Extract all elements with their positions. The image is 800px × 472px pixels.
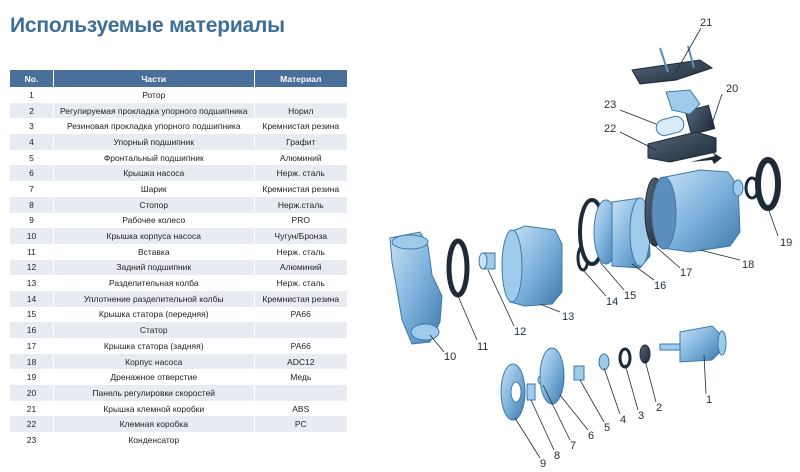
table-row	[10, 432, 347, 448]
cell-no: 16	[10, 322, 53, 338]
cell-part: Шарик	[53, 181, 254, 197]
part-13-separation-can	[502, 226, 562, 306]
callout-label-23: 23	[604, 99, 617, 111]
callout-label-13: 13	[562, 311, 575, 323]
callout-label-3: 3	[638, 410, 645, 422]
cell-material: Кремнистая резина	[254, 181, 347, 197]
exploded-pump-diagram	[360, 0, 800, 472]
header-material: Материал	[254, 70, 347, 87]
cell-no: 5	[10, 150, 53, 166]
cell-material: Кремнистая резина	[254, 291, 347, 307]
part-4-thrust-bearing	[599, 354, 609, 370]
cell-material	[254, 322, 347, 338]
table-row	[10, 244, 347, 260]
cell-part: Статор	[53, 322, 254, 338]
cell-material: Графит	[254, 134, 347, 150]
cell-no: 3	[10, 118, 53, 134]
cell-part: Корпус насоса	[53, 354, 254, 370]
callout-label-11: 11	[477, 341, 489, 353]
cell-no: 13	[10, 275, 53, 291]
cell-part: Разделительная колба	[53, 275, 254, 291]
cell-no: 8	[10, 197, 53, 213]
cell-part: Крышка статора (задняя)	[53, 338, 254, 354]
cell-no: 18	[10, 354, 53, 370]
table-row	[10, 103, 347, 119]
table-row	[10, 275, 347, 291]
cell-material: Нерж. сталь	[254, 165, 347, 181]
cell-no: 20	[10, 385, 53, 401]
cell-material	[254, 432, 347, 448]
callout-label-7: 7	[570, 440, 577, 452]
cell-part: Дренажное отверстие	[53, 369, 254, 385]
cell-no: 6	[10, 165, 53, 181]
cell-material: Нерж. сталь	[254, 275, 347, 291]
cell-material: Нерж. сталь	[254, 244, 347, 260]
cell-part: Фронтальный подшипник	[53, 150, 254, 166]
header-part: Части	[53, 70, 254, 87]
cell-material	[254, 385, 347, 401]
cell-material: Медь	[254, 369, 347, 385]
callout-label-10: 10	[444, 351, 457, 363]
cell-no: 2	[10, 103, 53, 119]
table-row	[10, 369, 347, 385]
table-row	[10, 150, 347, 166]
table-row	[10, 165, 347, 181]
cell-material: ABS	[254, 401, 347, 417]
cell-part: Регулируемая прокладка упорного подшипника	[53, 103, 254, 119]
cell-part: Задний подшипник	[53, 260, 254, 276]
callout-label-15: 15	[624, 290, 637, 302]
cell-part: Крышка клемной коробки	[53, 401, 254, 417]
callout-label-5: 5	[604, 422, 611, 434]
cell-part: Конденсатор	[53, 432, 254, 448]
page-title: Используемые материалы	[10, 14, 285, 37]
cell-part: Крышка насоса	[53, 165, 254, 181]
part-23-capacitor	[654, 115, 685, 138]
table-row	[10, 260, 347, 276]
part-5-front-bearing	[574, 366, 584, 380]
callout-label-2: 2	[656, 402, 663, 414]
cell-part: Уплотнение разделительной колбы	[53, 291, 254, 307]
table-row	[10, 213, 347, 229]
callout-label-8: 8	[554, 450, 561, 462]
part-18-motor-housing	[652, 170, 740, 252]
callout-label-19: 19	[780, 237, 793, 249]
cell-no: 23	[10, 432, 53, 448]
cell-no: 17	[10, 338, 53, 354]
callout-label-9: 9	[540, 458, 547, 470]
table-row	[10, 291, 347, 307]
cell-material: Алюминий	[254, 260, 347, 276]
cell-part: Клемная коробка	[53, 416, 254, 432]
cell-part: Рабочее колесо	[53, 213, 254, 229]
cell-no: 10	[10, 228, 53, 244]
table-row	[10, 322, 347, 338]
cell-part: Резиновая прокладка упорного подшипника	[53, 118, 254, 134]
cell-no: 1	[10, 87, 53, 103]
cell-material	[254, 87, 347, 103]
table-row	[10, 416, 347, 432]
cell-no: 7	[10, 181, 53, 197]
materials-table	[10, 70, 347, 448]
cell-material: PA66	[254, 307, 347, 323]
cell-material: Норил	[254, 103, 347, 119]
part-10-pump-casing	[390, 232, 442, 344]
cell-no: 11	[10, 244, 53, 260]
callout-label-1: 1	[706, 394, 713, 406]
cell-no: 12	[10, 260, 53, 276]
table-row	[10, 338, 347, 354]
cell-part: Панель регулировки скоростей	[53, 385, 254, 401]
table-row	[10, 118, 347, 134]
cell-material: ADC12	[254, 354, 347, 370]
callout-label-4: 4	[620, 414, 627, 426]
table-row	[10, 87, 347, 103]
table-row	[10, 134, 347, 150]
part-1-rotor	[660, 326, 726, 362]
callout-label-18: 18	[742, 259, 755, 271]
callout-label-6: 6	[588, 430, 595, 442]
cell-material: Кремнистая резина	[254, 118, 347, 134]
cell-material: Нерж.сталь	[254, 197, 347, 213]
callout-label-12: 12	[514, 326, 527, 338]
cell-material: PRO	[254, 213, 347, 229]
callout-label-14: 14	[606, 296, 619, 308]
table-header-row	[10, 70, 347, 87]
cell-material: Алюминий	[254, 150, 347, 166]
part-16-stator	[612, 198, 650, 268]
table-row	[10, 354, 347, 370]
cell-material: PC	[254, 416, 347, 432]
cell-no: 4	[10, 134, 53, 150]
cell-material: PA66	[254, 338, 347, 354]
cell-part: Крышка корпуса насоса	[53, 228, 254, 244]
cell-no: 14	[10, 291, 53, 307]
header-no: No.	[10, 70, 53, 87]
callout-label-22: 22	[604, 123, 617, 135]
cell-part: Крышка статора (передняя)	[53, 307, 254, 323]
cell-part: Упорный подшипник	[53, 134, 254, 150]
table-row	[10, 307, 347, 323]
cell-no: 22	[10, 416, 53, 432]
cell-part: Ротор	[53, 87, 254, 103]
table-row	[10, 197, 347, 213]
part-12-rear-bearing	[479, 253, 495, 269]
part-19-drain	[733, 160, 778, 208]
cell-no: 15	[10, 307, 53, 323]
table-row	[10, 385, 347, 401]
cell-no: 21	[10, 401, 53, 417]
part-9-impeller	[501, 364, 525, 420]
cell-part: Вставка	[53, 244, 254, 260]
cell-no: 9	[10, 213, 53, 229]
part-11-gasket	[449, 241, 467, 295]
part-8-lock	[527, 384, 535, 400]
cell-material: Чугун/Бронза	[254, 228, 347, 244]
callout-label-17: 17	[680, 267, 693, 279]
cell-part: Стопор	[53, 197, 254, 213]
part-21-terminal-cover	[632, 46, 712, 84]
table-row	[10, 181, 347, 197]
callout-label-21: 21	[700, 17, 713, 29]
callout-label-20: 20	[726, 83, 739, 95]
table-row	[10, 228, 347, 244]
cell-no: 19	[10, 369, 53, 385]
callout-label-16: 16	[654, 280, 667, 292]
table-row	[10, 401, 347, 417]
